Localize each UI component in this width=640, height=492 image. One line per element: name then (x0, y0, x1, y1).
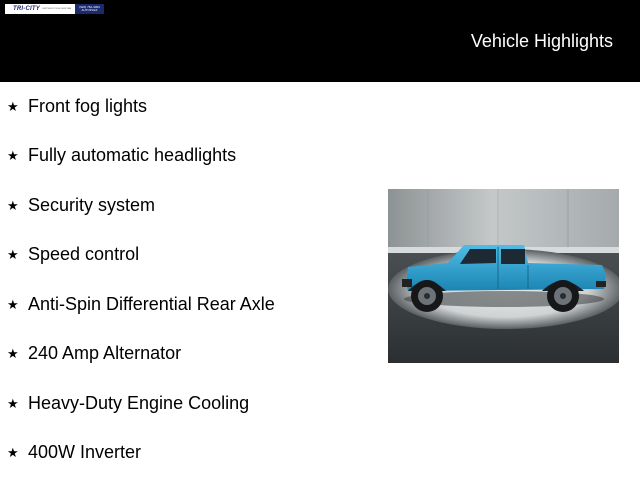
star-icon: ★ (7, 296, 19, 312)
feature-list (7, 96, 275, 492)
feature-item (7, 294, 275, 314)
truck-illustration (388, 189, 619, 363)
feature-label: Front fog lights (28, 95, 148, 116)
star-icon: ★ (7, 395, 19, 411)
star-icon: ★ (7, 197, 19, 213)
logo-contact (75, 4, 104, 14)
dealer-logo[interactable] (5, 4, 104, 14)
feature-item (7, 245, 275, 265)
feature-item (7, 344, 275, 364)
feature-label: Speed control (28, 244, 140, 264)
star-icon: ★ (7, 247, 19, 262)
feature-item (7, 443, 275, 463)
feature-item (7, 195, 275, 215)
star-icon: ★ (7, 98, 19, 114)
star-icon: ★ (7, 148, 19, 163)
logo-tagline: AUTOPLEX (81, 8, 98, 12)
truck-window-rear (501, 249, 525, 264)
feature-label: Security system (28, 194, 156, 215)
logo-subtext: CHRYSLER DODGE JEEP RAM (41, 8, 72, 10)
feature-label: 240 Amp Alternator (28, 343, 182, 363)
page-title: Vehicle Highlights (470, 31, 613, 51)
star-icon: ★ (7, 445, 19, 460)
header-bar (0, 0, 640, 82)
star-icon: ★ (7, 346, 19, 361)
feature-item (7, 96, 275, 116)
feature-label: Heavy-Duty Engine Cooling (28, 392, 250, 413)
feature-item (7, 146, 275, 166)
feature-label: 400W Inverter (28, 442, 142, 462)
logo-phone: (920) 762-4093 (79, 4, 100, 9)
feature-label: Fully automatic headlights (28, 145, 237, 165)
feature-label: Anti-Spin Differential Rear Axle (28, 293, 275, 314)
logo-text: TRI-CITY (13, 6, 40, 12)
feature-item (7, 393, 275, 413)
vehicle-photo[interactable] (388, 189, 619, 363)
